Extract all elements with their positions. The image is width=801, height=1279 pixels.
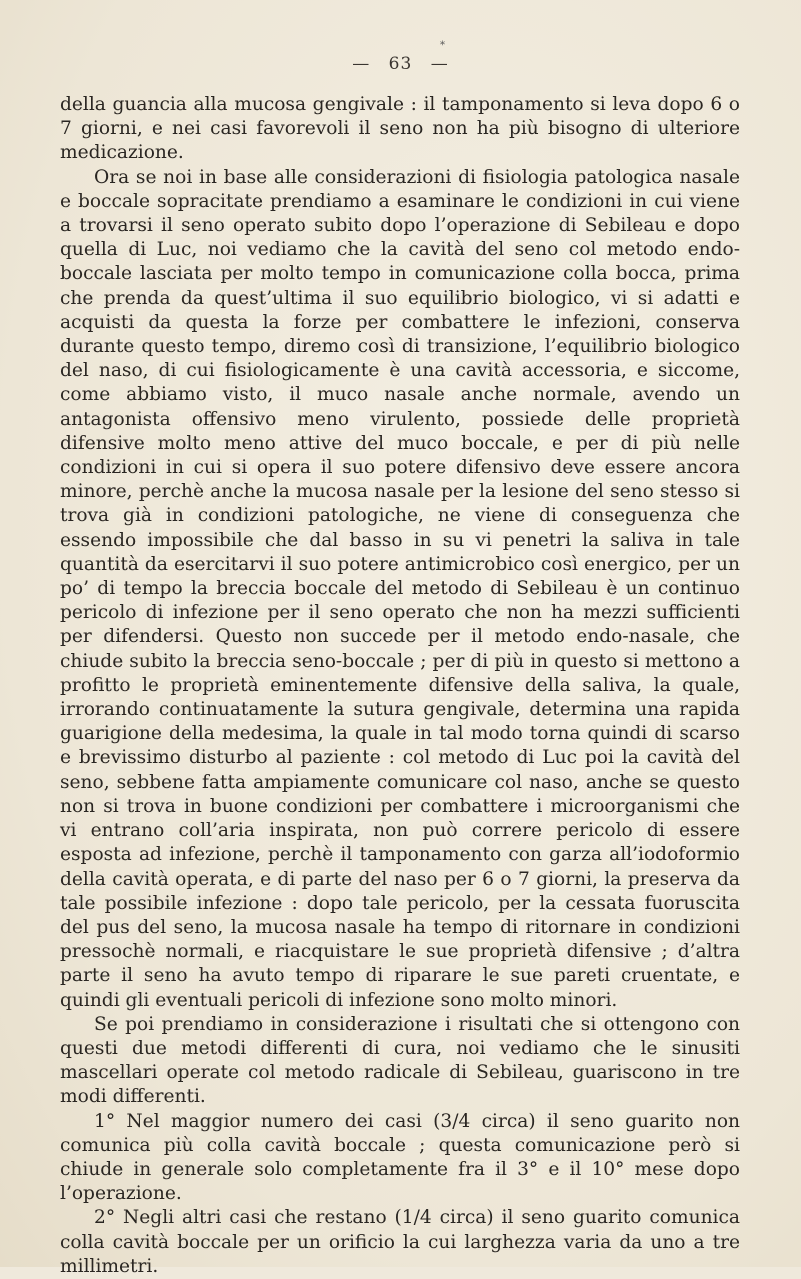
page-number-dash-left: — bbox=[352, 54, 371, 74]
page-number: 63 bbox=[388, 54, 413, 74]
paragraph-results: Se poi prendiamo in considerazione i risultati che si ottengono con questi due metodi differenti di cura, noi vediamo che le sinusiti mascellari operate col metodo radicale di Sebileau, guariscono in tre modi differenti. bbox=[60, 1013, 740, 1108]
paragraph-continuation: della guancia alla mucosa gengivale : il tamponamento si leva dopo 6 o 7 giorni, e nei casi favorevoli il seno non ha più bisogno di ulteriore medicazione. bbox=[60, 94, 740, 164]
paragraph-item-1: 1° Nel maggior numero dei casi (3/4 circa) il seno guarito non comunica più colla cavità boccale ; questa comunicazione però si chiude in generale solo completamente fra il 3° e il 10° mese dopo l’operazione. bbox=[60, 1110, 740, 1205]
paragraph-item-2: 2° Negli altri casi che restano (1/4 circa) il seno guarito comunica colla cavità boccale per un orificio la cui larghezza varia da uno a tre millimetri. bbox=[60, 1207, 740, 1277]
corner-mark: * bbox=[440, 40, 445, 51]
page-number-header bbox=[0, 54, 801, 74]
body-text bbox=[60, 93, 740, 1279]
page-number-dash-right: — bbox=[430, 54, 449, 74]
paragraph-comparison: Ora se noi in base alle considerazioni di fisiologia patologica nasale e boccale sopracitate prendiamo a esaminare le condizioni in cui viene a trovarsi il seno operato subito dopo l’operazione di Sebileau e dopo quella di Luc, noi vediamo che la cavità del seno col metodo endo-boccale lasciata per molto tempo in comunicazione colla bocca, prima che prenda da quest’ultima il suo equilibrio biologico, vi si adatti e acquisti da questa la forze per combattere le infezioni, conserva durante questo tempo, diremo così di transizione, l’equilibrio biologico del naso, di cui fisiologicamente è una cavità accessoria, e siccome, come abbiamo visto, il muco nasale anche normale, avendo un antagonista offensivo meno virulento, possiede delle proprietà difensive molto meno attive del muco boccale, e per di più nelle condizioni in cui si opera il suo potere difensivo deve essere ancora minore, perchè anche la mucosa nasale per la lesione del seno stesso si trova già in condizioni patologiche, ne viene di conseguenza che essendo impossibile che dal basso in su vi penetri la saliva in tale quantità da esercitarvi il suo potere antimicrobico così energico, per un po’ di tempo la breccia boccale del metodo di Sebileau è un continuo pericolo di infezione per il seno operato che non ha mezzi sufficienti per difendersi. Questo non succede per il metodo endo-nasale, che chiude subito la breccia seno-boccale ; per di più in questo si mettono a profitto le proprietà eminentemente difensive della saliva, la quale, irrorando continuatamente la sutura gengivale, determina una rapida guarigione della medesima, la quale in tal modo torna quindi di scarso e brevissimo disturbo al paziente : col metodo di Luc poi la cavità del seno, sebbene fatta ampiamente comunicare col naso, anche se questo non si trova in buone condizioni per combattere i microorganismi che vi entrano coll’aria inspirata, non può correre pericolo di essere esposta ad infezione, perchè il tamponamento con garza all’iodoformio della cavità operata, e di parte del naso per 6 o 7 giorni, la preserva da tale possibile infezione : dopo tale pericolo, per la cessata fuoruscita del pus del seno, la mucosa nasale ha tempo di ritornare in condizioni pressochè normali, e riacquistare le sue proprietà difensive ; d’altra parte il seno ha avuto tempo di riparare le sue pareti cruentate, e quindi gli eventuali pericoli di infezione sono molto minori. bbox=[60, 166, 740, 1011]
